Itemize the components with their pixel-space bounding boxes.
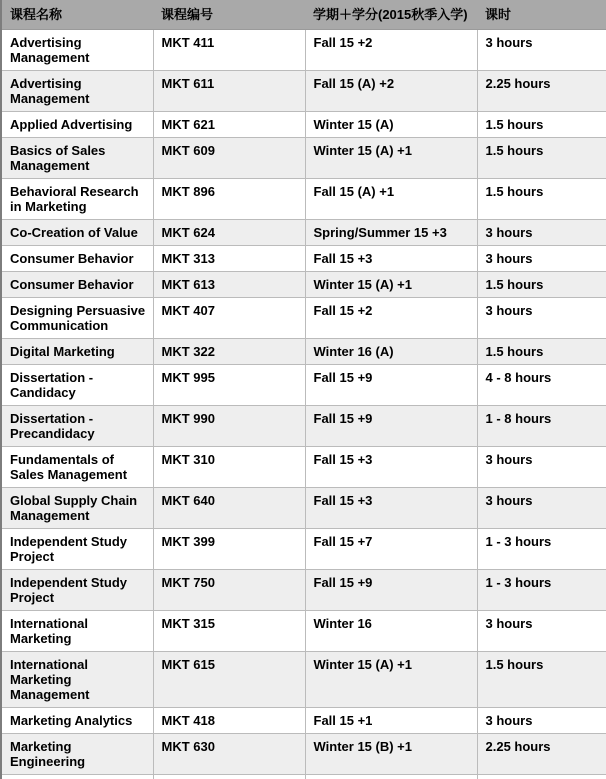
cell-class-hours (477, 775, 606, 779)
cell-course-name: Co-Creation of Value (1, 220, 153, 246)
column-header-course-name: 课程名称 (1, 0, 153, 30)
cell-course-name: Marketing Analytics (1, 708, 153, 734)
cell-course-name: International Marketing (1, 611, 153, 652)
cell-semester-credits: Fall 15 (A) +2 (305, 71, 477, 112)
cell-class-hours: 3 hours (477, 611, 606, 652)
cell-course-number: MKT 407 (153, 298, 305, 339)
cell-semester-credits: Fall 15 +2 (305, 30, 477, 71)
cell-class-hours: 1.5 hours (477, 339, 606, 365)
cell-course-number: MKT 411 (153, 30, 305, 71)
cell-class-hours: 2.25 hours (477, 71, 606, 112)
cell-semester-credits: Fall 15 (A) +1 (305, 179, 477, 220)
cell-class-hours: 4 - 8 hours (477, 365, 606, 406)
cell-course-number: MKT 322 (153, 339, 305, 365)
cell-course-number: MKT 418 (153, 708, 305, 734)
cell-semester-credits: Winter 15 (A) (305, 112, 477, 138)
cell-course-number: MKT 630 (153, 734, 305, 775)
cell-course-number: MKT 990 (153, 406, 305, 447)
table-row (1, 652, 606, 708)
cell-course-name: Designing Persuasive Communication (1, 298, 153, 339)
table-row (1, 112, 606, 138)
table-row (1, 179, 606, 220)
cell-class-hours: 3 hours (477, 30, 606, 71)
cell-course-number: MKT 613 (153, 272, 305, 298)
cell-course-name: Behavioral Research in Marketing (1, 179, 153, 220)
table-row (1, 71, 606, 112)
cell-course-number: MKT 621 (153, 112, 305, 138)
cell-class-hours: 3 hours (477, 246, 606, 272)
table-row (1, 570, 606, 611)
cell-course-name: Marketing Engineering (1, 734, 153, 775)
cell-class-hours: 3 hours (477, 708, 606, 734)
cell-course-name: Dissertation - Candidacy (1, 365, 153, 406)
table-row (1, 488, 606, 529)
cell-semester-credits: Winter 15 (A) +1 (305, 652, 477, 708)
cell-class-hours: 1.5 hours (477, 179, 606, 220)
cell-semester-credits: Fall 15 +3 (305, 447, 477, 488)
table-row-partial (1, 775, 606, 779)
table-row (1, 138, 606, 179)
cell-course-number: MKT 640 (153, 488, 305, 529)
table-row (1, 246, 606, 272)
cell-semester-credits: Fall 15 +9 (305, 406, 477, 447)
cell-course-name: International Marketing Management (1, 652, 153, 708)
cell-course-number: MKT 896 (153, 179, 305, 220)
cell-course-name: Dissertation - Precandidacy (1, 406, 153, 447)
cell-course-number: MKT 315 (153, 611, 305, 652)
cell-course-number (153, 775, 305, 779)
cell-course-name: Applied Advertising (1, 112, 153, 138)
column-header-class-hours: 课时 (477, 0, 606, 30)
table-row (1, 611, 606, 652)
table-row (1, 220, 606, 246)
cell-semester-credits: Winter 15 (A) +1 (305, 272, 477, 298)
table-row (1, 734, 606, 775)
table-row (1, 365, 606, 406)
table-row (1, 708, 606, 734)
cell-course-name: Consumer Behavior (1, 246, 153, 272)
header-row (1, 0, 606, 30)
column-header-course-number: 课程编号 (153, 0, 305, 30)
cell-semester-credits: Fall 15 +1 (305, 708, 477, 734)
table-header (1, 0, 606, 30)
cell-class-hours: 3 hours (477, 220, 606, 246)
cell-semester-credits: Winter 15 (A) +1 (305, 138, 477, 179)
cell-semester-credits (305, 775, 477, 779)
cell-course-name: Global Supply Chain Management (1, 488, 153, 529)
cell-semester-credits: Fall 15 +2 (305, 298, 477, 339)
cell-class-hours: 1.5 hours (477, 112, 606, 138)
cell-class-hours: 1 - 3 hours (477, 529, 606, 570)
cell-course-name: Basics of Sales Management (1, 138, 153, 179)
cell-class-hours: 1 - 8 hours (477, 406, 606, 447)
table-row (1, 406, 606, 447)
cell-course-name: Independent Study Project (1, 570, 153, 611)
cell-class-hours: 1 - 3 hours (477, 570, 606, 611)
cell-course-name: Digital Marketing (1, 339, 153, 365)
cell-course-number: MKT 313 (153, 246, 305, 272)
table-row (1, 298, 606, 339)
table-row (1, 339, 606, 365)
cell-course-name: Advertising Management (1, 30, 153, 71)
cell-semester-credits: Winter 15 (B) +1 (305, 734, 477, 775)
cell-semester-credits: Fall 15 +9 (305, 365, 477, 406)
table-row (1, 30, 606, 71)
table-row (1, 529, 606, 570)
cell-semester-credits: Winter 16 (A) (305, 339, 477, 365)
cell-course-number: MKT 611 (153, 71, 305, 112)
cell-course-name: Independent Study Project (1, 529, 153, 570)
cell-course-name (1, 775, 153, 779)
cell-course-number: MKT 399 (153, 529, 305, 570)
table-row (1, 447, 606, 488)
cell-semester-credits: Fall 15 +9 (305, 570, 477, 611)
cell-class-hours: 1.5 hours (477, 272, 606, 298)
cell-class-hours: 3 hours (477, 447, 606, 488)
cell-course-number: MKT 624 (153, 220, 305, 246)
cell-semester-credits: Spring/Summer 15 +3 (305, 220, 477, 246)
cell-class-hours: 1.5 hours (477, 138, 606, 179)
cell-course-number: MKT 995 (153, 365, 305, 406)
cell-class-hours: 3 hours (477, 488, 606, 529)
column-header-semester-credits: 学期＋学分(2015秋季入学) (305, 0, 477, 30)
cell-semester-credits: Winter 16 (305, 611, 477, 652)
cell-course-number: MKT 310 (153, 447, 305, 488)
cell-course-name: Consumer Behavior (1, 272, 153, 298)
cell-course-number: MKT 609 (153, 138, 305, 179)
cell-course-number: MKT 750 (153, 570, 305, 611)
table-row (1, 272, 606, 298)
cell-course-name: Advertising Management (1, 71, 153, 112)
table-body (1, 30, 606, 779)
cell-semester-credits: Fall 15 +3 (305, 488, 477, 529)
cell-course-number: MKT 615 (153, 652, 305, 708)
cell-semester-credits: Fall 15 +3 (305, 246, 477, 272)
cell-semester-credits: Fall 15 +7 (305, 529, 477, 570)
cell-class-hours: 3 hours (477, 298, 606, 339)
cell-class-hours: 1.5 hours (477, 652, 606, 708)
cell-class-hours: 2.25 hours (477, 734, 606, 775)
cell-course-name: Fundamentals of Sales Management (1, 447, 153, 488)
